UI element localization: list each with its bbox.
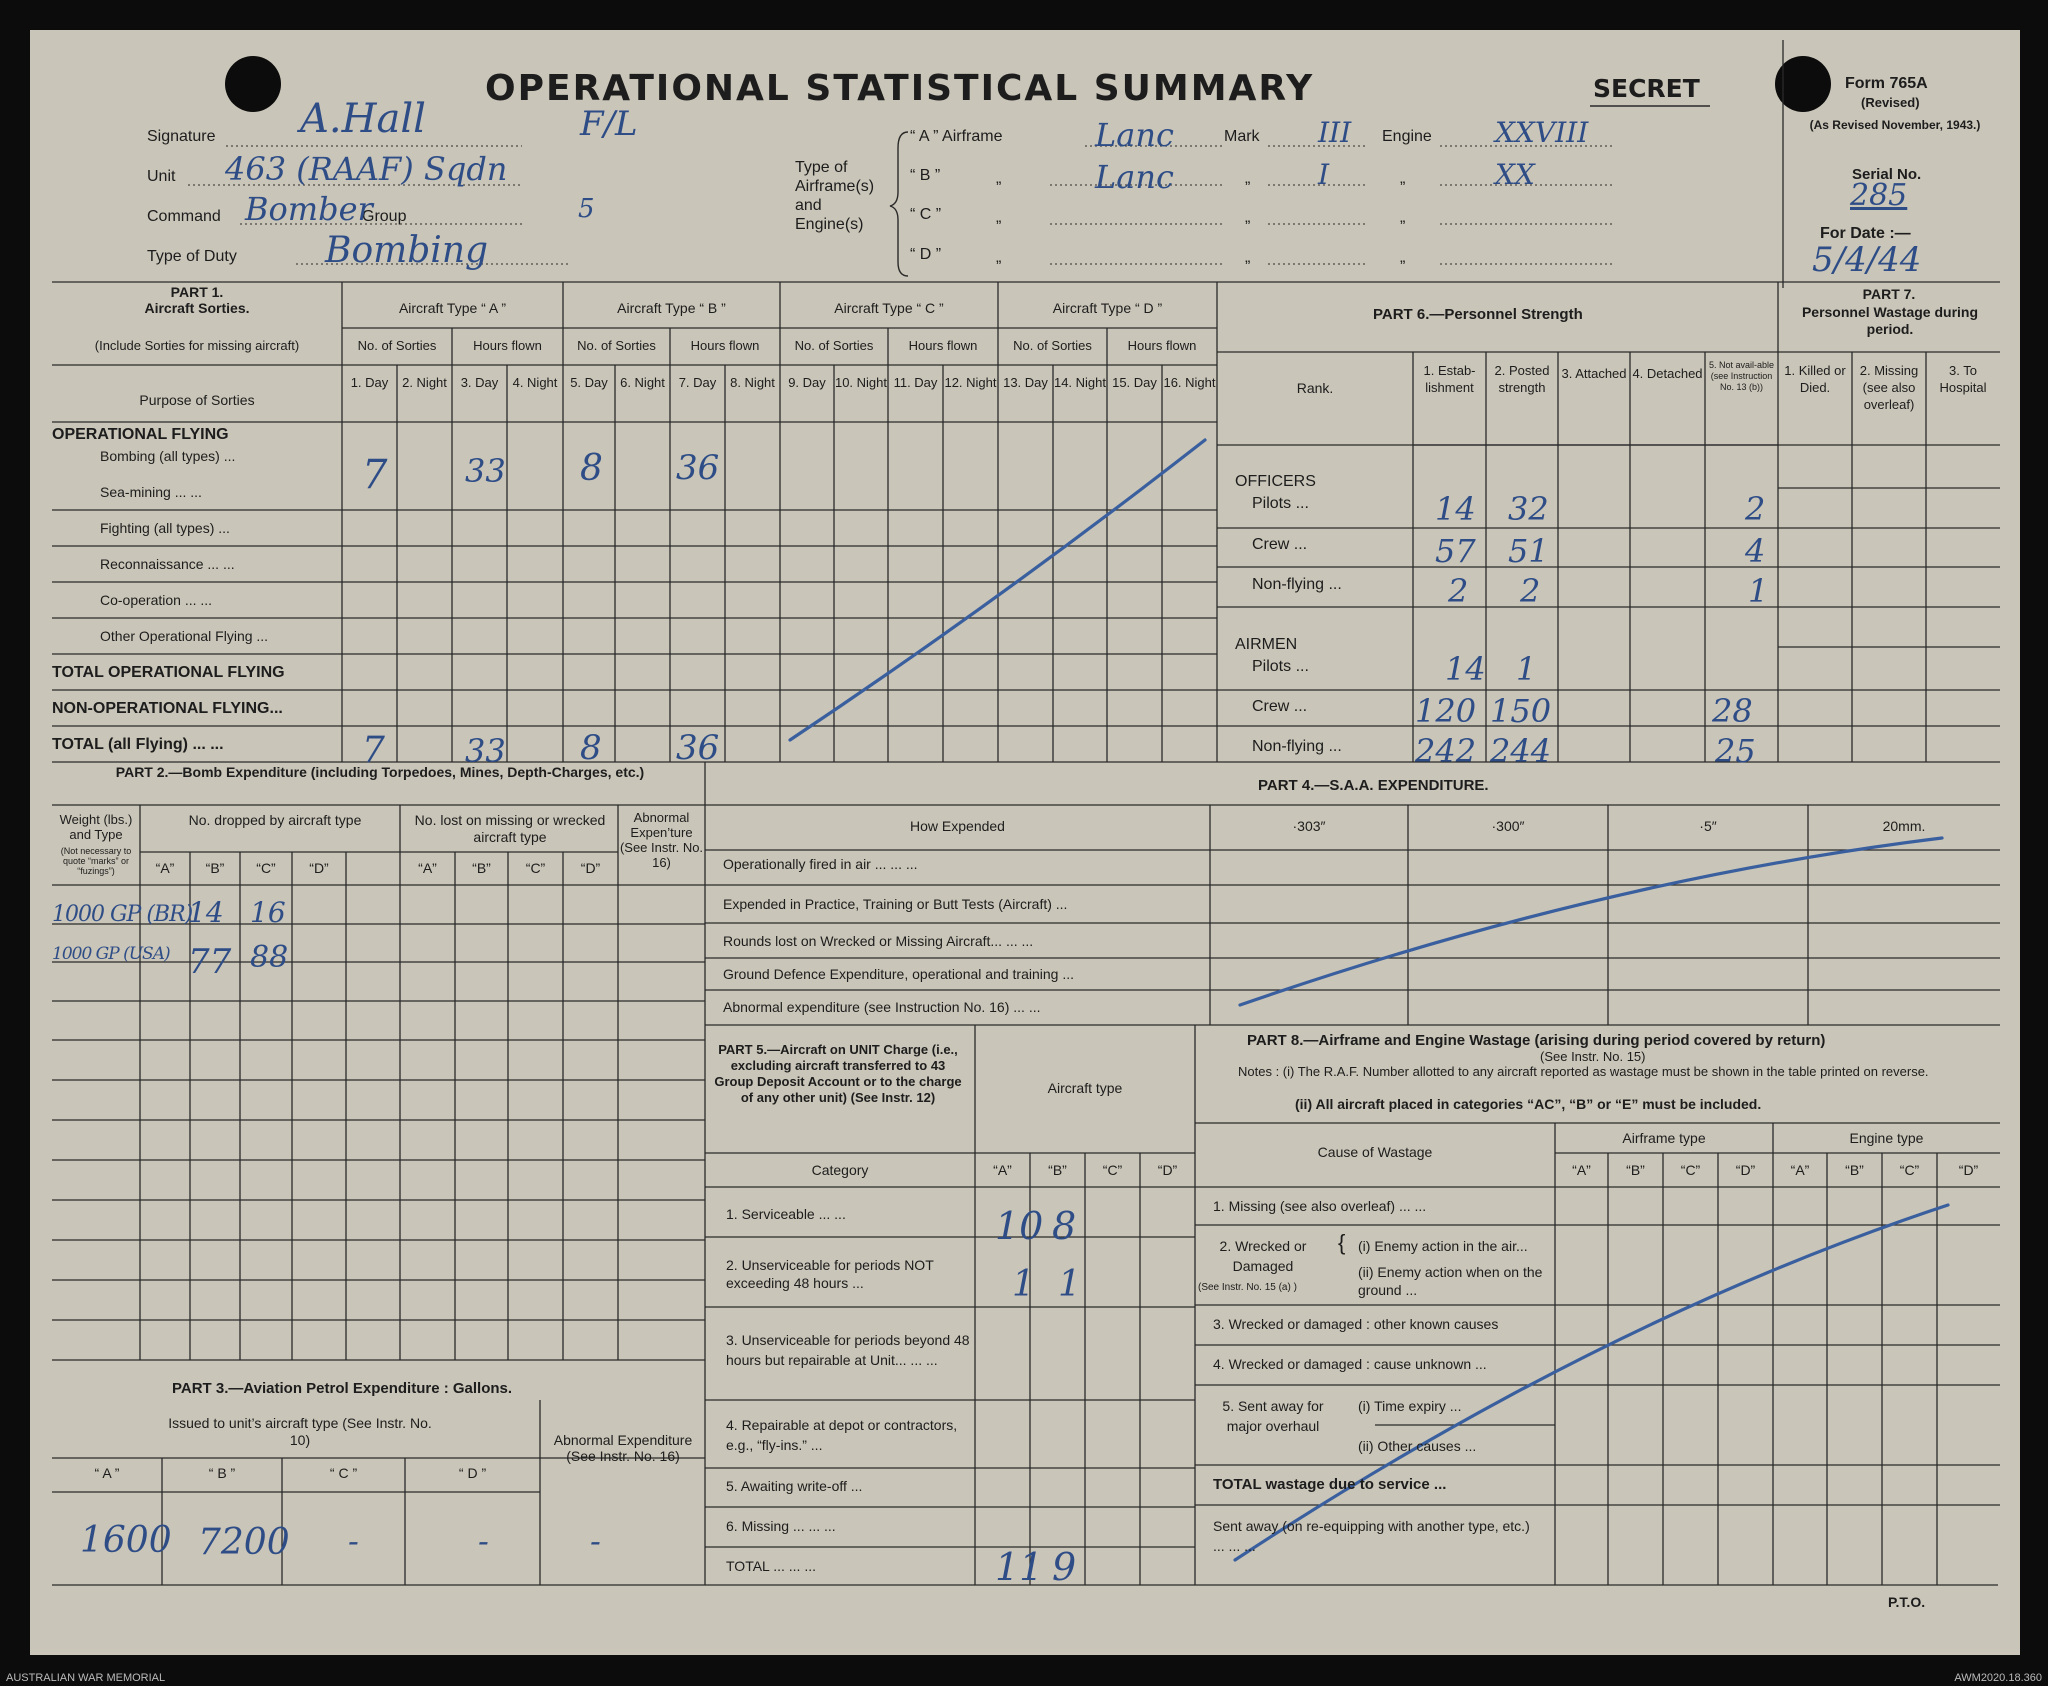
p3-type-d: “ D ” [458,1465,487,1481]
p5-unserv-b: 1 [1058,1264,1081,1305]
officers-nonflying-label: Non-flying ... [1252,576,1342,593]
p5-type-a: “A” [993,1162,1012,1178]
airframe-c-label: “ C ” [910,206,942,223]
bomb-row-2-a: 77 [188,942,232,982]
total-operational-label: TOTAL OPERATIONAL FLYING [52,664,285,681]
handwritten-date: 5/4/44 [1812,240,1922,280]
p8-row-enemy-ground: (ii) Enemy action when on the ground ... [1358,1264,1543,1298]
part2-title: PART 2.—Bomb Expenditure (including Torpedoes, Mines, Depth-Charges, etc.) [115,764,645,780]
ditto-mark: „ [1245,249,1251,266]
p1-col-header: 1. Day [350,375,389,390]
total-day-sorties-a: 7 [362,730,385,771]
p4-calibre-303: ·303″ [1292,818,1326,834]
p1-col-header: 9. Day [788,375,826,390]
duty-label: Type of Duty [147,248,237,265]
p6-col-attached: 3. Attached [1561,366,1627,381]
row-fighting: Fighting (all types) ... [100,520,230,536]
p1-col-header: 16. Night [1163,375,1216,390]
p4-row-abnormal: Abnormal expenditure (see Instruction No. 16) ... ... [723,999,1041,1015]
bomb-row-1-a: 14 [188,896,224,929]
p4-row-practice: Expended in Practice, Training or Butt Tests (Aircraft) ... [723,896,1068,912]
aircraft-type-c-header: Aircraft Type “ C ” [834,300,944,316]
p2-abnormal-header: Abnormal Expen’ture (See Instr. No. 16) [619,810,704,870]
mark-label: Mark [1224,128,1260,145]
footer-right: AWM2020.18.360 [1954,1672,2042,1684]
airframe-b-label: “ B ” [910,167,941,184]
airmen-crew-label: Crew ... [1252,698,1308,715]
p5-serviceable-b: 8 [1052,1204,1077,1248]
officers-crew-label: Crew ... [1252,536,1308,553]
bomb-row-2-b: 88 [250,940,289,975]
p2-weight-note: (Not necessary to quote “marks” or “fuzings”) [60,846,132,876]
p3-type-c: “ C ” [329,1465,358,1481]
airmen-pilots-label: Pilots ... [1252,658,1309,675]
no-sorties-header: No. of Sorties [1013,338,1092,353]
air-pilots-posted: 1 [1516,650,1537,688]
air-nonflying-estab: 242 [1415,732,1477,770]
part7-title: PART 7. [1862,286,1916,302]
p1-col-header: 7. Day [678,375,717,390]
handwritten-duty: Bombing [325,230,489,271]
handwritten-engine-a: XXVIII [1495,116,1589,149]
off-nonflying-posted: 2 [1520,572,1541,610]
p1-col-header: 6. Night [620,375,665,390]
p2-lost-header: No. lost on missing or wrecked aircraft type [414,812,606,845]
off-pilots-posted: 32 [1508,490,1549,528]
p5-row-serviceable: 1. Serviceable ... ... [726,1206,846,1222]
engine-label: Engine [1382,128,1432,145]
petrol-d: - [478,1522,489,1560]
p8-eng-type-a: “A” [1790,1162,1810,1178]
p1-col-header: 4. Night [512,375,558,390]
p2-type-a: “A” [155,860,175,876]
p8-row-missing: 1. Missing (see also overleaf) ... ... [1213,1198,1427,1214]
pto-label: P.T.O. [1888,1594,1926,1610]
part1-purpose-header: Purpose of Sorties [139,392,255,408]
signature-label: Signature [147,128,216,145]
group-label: Group [362,208,407,225]
p5-row-unserviceable-48: 2. Unserviceable for periods NOT exceeding 48 hours ... [726,1257,934,1291]
p8-eng-type-b: “B” [1845,1162,1864,1178]
p5-category-header: Category [811,1162,869,1178]
officers-label: OFFICERS [1235,473,1316,490]
officers-pilots-label: Pilots ... [1252,495,1309,512]
p7-col-missing: 2. Missing (see also overleaf) [1859,363,1919,412]
handwritten-airframe-b: Lanc [1095,158,1174,196]
aircraft-type-b-header: Aircraft Type “ B ” [617,300,726,316]
off-nonflying-not-avail: 1 [1748,572,1769,610]
p5-type-d: “D” [1157,1162,1178,1178]
handwritten-engine-b: XX [1495,158,1535,191]
off-nonflying-estab: 2 [1448,572,1469,610]
p2-lost-type-b: “B” [472,860,491,876]
p8-row-re-equipping: Sent away (on re-equipping with another type, etc.) ... ... ... [1213,1518,1530,1554]
p7-col-hospital: 3. To Hospital [1939,363,1987,395]
p1-col-header: 15. Day [1112,375,1157,390]
p2-lost-type-c: “C” [525,860,546,876]
form-revised: (Revised) [1861,95,1920,110]
ditto-mark: „ [1400,209,1406,226]
part1-subtitle: Aircraft Sorties. [144,300,250,316]
p5-serviceable-a: 10 [995,1204,1044,1248]
bomb-row-1-b: 16 [250,896,286,929]
p5-row-total: TOTAL ... ... ... [726,1558,816,1574]
p6-col-establishment: 1. Estab-lishment [1423,363,1476,395]
p1-col-header: 13. Day [1003,375,1048,390]
p1-col-header: 2. Night [402,375,447,390]
row-reconnaissance: Reconnaissance ... ... [100,556,235,572]
secret-label: SECRET [1593,74,1700,103]
p4-calibre-20mm: 20mm. [1882,818,1926,834]
p2-lost-type-d: “D” [580,860,601,876]
no-sorties-header: No. of Sorties [357,338,437,353]
p2-type-c: “C” [256,860,276,876]
part4-title: PART 4.—S.A.A. EXPENDITURE. [1258,777,1489,794]
form-number: Form 765A [1845,75,1928,92]
bombing-day-sorties-a: 7 [362,452,388,498]
p6-col-not-available: 5. Not avail-able (see Instruction No. 13 (b)) [1708,360,1775,392]
handwritten-rank: F/L [580,104,638,144]
off-crew-estab: 57 [1435,532,1476,570]
ditto-mark: „ [996,170,1002,187]
hours-flown-header: Hours flown [1127,338,1197,353]
row-other-operational: Other Operational Flying ... [100,628,269,644]
p1-col-header: 12. Night [944,375,997,390]
air-nonflying-not-avail: 25 [1715,732,1756,770]
part8-note2: (ii) All aircraft placed in categories “AC”, “B” or “E” must be included. [1295,1096,1762,1112]
air-nonflying-posted: 244 [1490,732,1552,770]
p4-row-lost: Rounds lost on Wrecked or Missing Aircraft... ... ... [723,933,1034,949]
handwritten-unit: 463 (RAAF) Sqdn [225,150,508,188]
p5-total-a: 11 [995,1545,1044,1589]
part1-title: PART 1. [170,284,224,300]
row-co-operation: Co-operation ... ... [100,592,213,608]
non-operational-label: NON-OPERATIONAL FLYING... [52,700,283,717]
off-pilots-not-avail: 2 [1745,490,1766,528]
p6-col-posted: 2. Posted strength [1494,363,1550,395]
p8-row-other-known: 3. Wrecked or damaged : other known causes [1213,1316,1499,1332]
handwritten-signature: A.Hall [300,96,426,142]
bomb-row-2-weight: 1000 GP (USA) [52,944,170,964]
p8-row-other-causes: (ii) Other causes ... [1358,1438,1477,1454]
airframe-a-label: “ A ” Airframe [910,128,1003,145]
off-crew-posted: 51 [1508,532,1549,570]
part8-note1: Notes : (i) The R.A.F. Number allotted to any aircraft reported as wastage must be shown in the table printed on reverse. [1238,1064,1929,1079]
air-crew-not-avail: 28 [1712,692,1753,730]
total-all-flying-label: TOTAL (all Flying) ... ... [52,736,224,753]
p2-type-b: “B” [205,860,225,876]
bomb-row-1-weight: 1000 GP (BR) [52,902,193,927]
p3-type-b: “ B ” [208,1465,236,1481]
total-day-hours-b: 36 [676,728,720,768]
p4-calibre-300: ·300″ [1491,818,1525,834]
part8-see: (See Instr. No. 15) [1540,1049,1646,1064]
total-day-sorties-b: 8 [580,728,602,768]
p8-airframe-type-header: Airframe type [1622,1130,1706,1146]
p1-col-header: 10. Night [834,375,888,390]
p6-col-detached: 4. Detached [1632,366,1703,381]
air-pilots-estab: 14 [1445,650,1486,688]
p8-row-enemy-air: (i) Enemy action in the air... [1358,1238,1528,1254]
p8-eng-type-d: “D” [1958,1162,1979,1178]
p8-row-total-wastage: TOTAL wastage due to service ... [1213,1476,1447,1493]
handwritten-group: 5 [578,194,595,224]
p1-col-header: 3. Day [460,375,499,390]
part5-title: PART 5.—Aircraft on UNIT Charge (i.e., excluding aircraft transferred to 43 Group Deposit Account or to the charge of any other unit) (See Instr. 12) [714,1042,962,1105]
ditto-mark: „ [1400,170,1406,187]
p1-col-header: 11. Day [893,375,938,390]
p8-af-type-c: “C” [1680,1162,1701,1178]
handwritten-mark-b: I [1318,158,1330,191]
p8-brace: { [1338,1230,1346,1255]
footer-left: AUSTRALIAN WAR MEMORIAL [6,1672,166,1684]
part6-title: PART 6.—Personnel Strength [1373,306,1583,323]
p4-row-operational: Operationally fired in air ... ... ... [723,856,918,872]
p1-col-header: 14. Night [1053,375,1107,390]
hours-flown-header: Hours flown [473,338,542,353]
form-revised-date: (As Revised November, 1943.) [1809,118,1981,132]
p5-row-write-off: 5. Awaiting write-off ... [726,1478,863,1494]
p8-row-wrecked: 2. Wrecked or Damaged [1219,1238,1307,1274]
p5-unserv-a: 1 [1012,1264,1035,1305]
p5-type-c: “C” [1102,1162,1123,1178]
no-sorties-header: No. of Sorties [794,338,874,353]
handwritten-serial: 285 [1850,178,1908,213]
petrol-a: 1600 [80,1520,172,1561]
serial-label: Serial No. [1852,166,1922,183]
airframe-d-label: “ D ” [910,246,942,263]
p8-row-time-expiry: (i) Time expiry ... [1358,1398,1462,1414]
airmen-label: AIRMEN [1235,636,1298,653]
part7-subtitle: Personnel Wastage during period. [1801,304,1979,337]
p7-col-killed: 1. Killed or Died. [1784,363,1846,395]
for-date-label: For Date :— [1820,225,1911,242]
row-sea-mining: Sea-mining ... ... [100,484,202,500]
p5-row-repairable: 4. Repairable at depot or contractors, e.g., “fly-ins.” ... [726,1417,958,1453]
part8-title: PART 8.—Airframe and Engine Wastage (arising during period covered by return) [1247,1032,1826,1049]
p1-col-header: 5. Day [570,375,608,390]
airmen-nonflying-label: Non-flying ... [1252,738,1342,755]
air-crew-posted: 150 [1490,692,1552,730]
p2-weight-header: Weight (lbs.) and Type [59,812,133,842]
aircraft-type-d-header: Aircraft Type “ D ” [1052,300,1163,316]
rank-header: Rank. [1296,380,1334,396]
petrol-abnormal: - [590,1522,601,1560]
off-pilots-estab: 14 [1435,490,1476,528]
operational-flying-label: OPERATIONAL FLYING [52,426,229,443]
total-day-hours-a: 33 [465,732,506,770]
bombing-day-sorties-b: 8 [580,448,603,489]
handwritten-command: Bomber [245,190,373,228]
bombing-day-hours-a: 33 [465,452,506,490]
p8-instr-note: (See Instr. No. 15 (a) ) [1198,1282,1297,1293]
p3-type-a: “ A ” [94,1465,120,1481]
petrol-c: - [348,1522,359,1560]
off-crew-not-avail: 4 [1745,532,1766,570]
p4-calibre-5: ·5″ [1699,818,1717,834]
petrol-b: 7200 [198,1522,290,1563]
p5-total-b: 9 [1052,1545,1077,1589]
aircraft-type-a-header: Aircraft Type “ A ” [398,300,507,316]
part1-note: (Include Sorties for missing aircraft) [94,338,300,353]
p5-type-b: “B” [1048,1162,1067,1178]
ditto-mark: „ [996,209,1002,226]
part3-title: PART 3.—Aviation Petrol Expenditure : Gallons. [172,1380,513,1397]
bombing-day-hours-b: 36 [676,448,720,488]
ditto-mark: „ [996,249,1002,266]
ditto-mark: „ [1245,209,1251,226]
p1-col-header: 8. Night [730,375,775,390]
hours-flown-header: Hours flown [690,338,760,353]
p5-aircraft-type-header: Aircraft type [1047,1080,1123,1096]
command-label: Command [147,208,221,225]
ditto-mark: „ [1400,249,1406,266]
row-bombing: Bombing (all types) ... [100,448,236,464]
p8-af-type-a: “A” [1572,1162,1591,1178]
airframe-block-label: Type of Airframe(s) and Engine(s) [795,159,875,233]
p5-row-missing: 6. Missing ... ... ... [726,1518,836,1534]
p3-issued-header: Issued to unit’s aircraft type (See Instr. No. 10) [168,1415,432,1448]
p8-af-type-b: “B” [1626,1162,1645,1178]
p2-dropped-header: No. dropped by aircraft type [188,812,362,828]
handwritten-airframe-a: Lanc [1095,116,1174,154]
p8-row-cause-unknown: 4. Wrecked or damaged : cause unknown ... [1213,1356,1487,1372]
p2-type-d: “D” [309,860,329,876]
p5-row-unserviceable-beyond: 3. Unserviceable for periods beyond 48 hours but repairable at Unit... ... ... [726,1332,970,1368]
p8-row-sent-away: 5. Sent away for major overhaul [1222,1398,1324,1434]
p8-cause-header: Cause of Wastage [1317,1144,1433,1160]
no-sorties-header: No. of Sorties [577,338,656,353]
p3-abnormal-header: Abnormal Expenditure (See Instr. No. 16) [553,1432,693,1464]
p2-lost-type-a: “A” [418,860,437,876]
p8-eng-type-c: “C” [1899,1162,1920,1178]
hours-flown-header: Hours flown [908,338,978,353]
form-title: OPERATIONAL STATISTICAL SUMMARY [485,68,1315,109]
p8-af-type-d: “D” [1735,1162,1756,1178]
p4-row-ground: Ground Defence Expenditure, operational and training ... [723,966,1075,982]
unit-label: Unit [147,168,176,185]
p4-how-header: How Expended [910,818,1005,834]
air-crew-estab: 120 [1415,692,1477,730]
p8-engine-type-header: Engine type [1849,1130,1924,1146]
ditto-mark: „ [1245,170,1251,187]
handwritten-mark-a: III [1318,116,1352,149]
